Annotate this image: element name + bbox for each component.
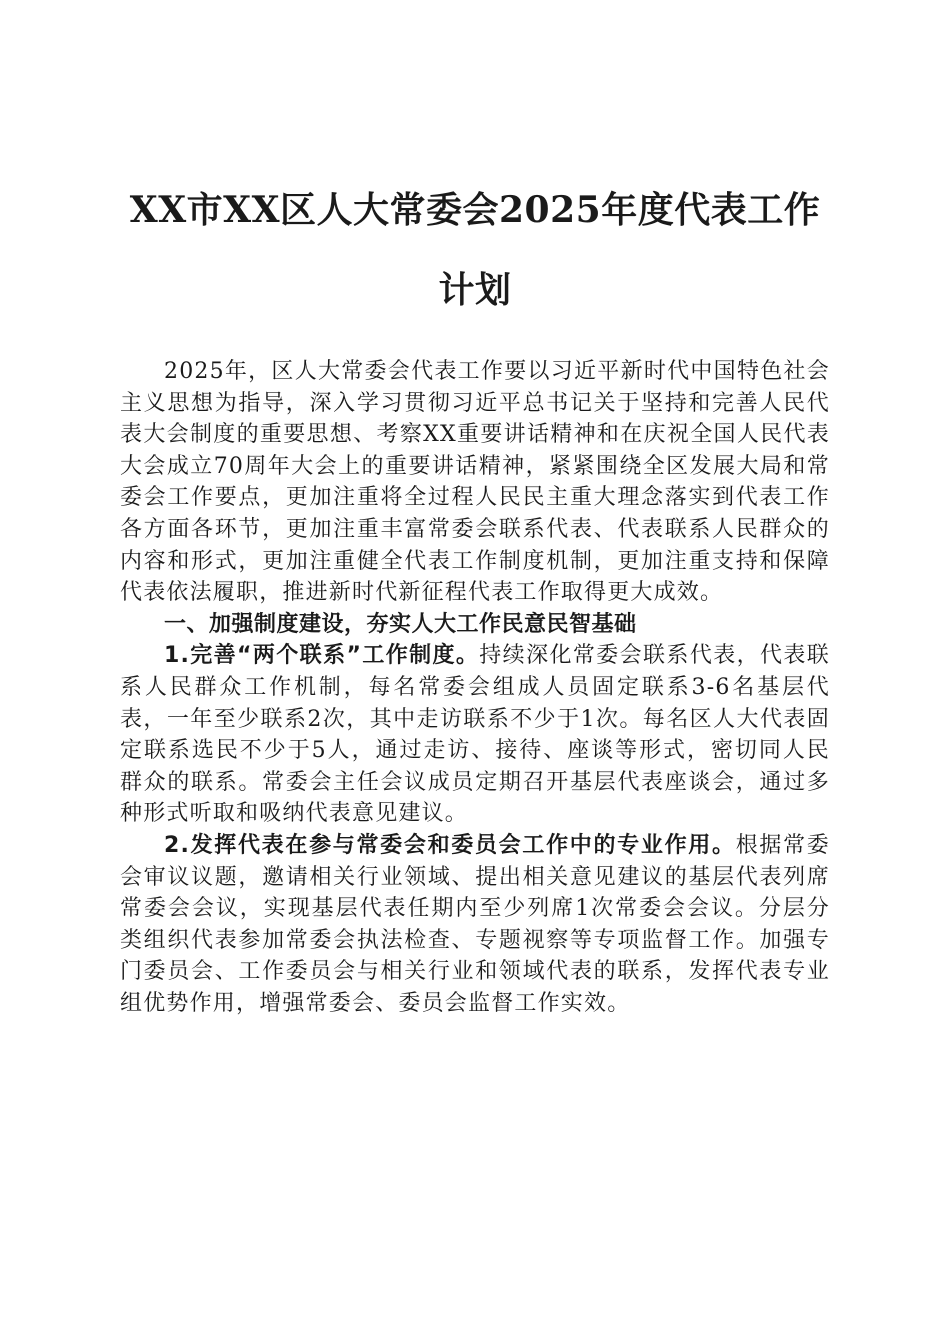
- item-body: 持续深化常委会联系代表，代表联系人民群众工作机制，每名常委会组成人员固定联系3-6名基层代表，一年至少联系2次，其中走访联系不少于1次。每名区人大代表固定联系选民不少于5人，通过走访、接待、座谈等形式，密切同人民群众的联系。常委会主任会议成员定期召开基层代表座谈会，通过多种形式听取和吸纳代表意见建议。: [120, 643, 830, 827]
- section-heading: 一、加强制度建设，夯实人大工作民意民智基础: [164, 611, 637, 637]
- item-heading: 1.完善“两个联系”工作制度。: [164, 643, 480, 669]
- item-body: 根据常委会审议议题，邀请相关行业领域、提出相关意见建议的基层代表列席常委会会议，实现基层代表任期内至少列席1次常委会会议。分层分类组织代表参加常委会执法检查、专题视察等专项监督工作。加强专门委员会、工作委员会与相关行业和领域代表的联系，发挥代表专业组优势作用，增强常委会、委员会监督工作实效。: [120, 832, 830, 1016]
- document-page: [120, 0, 830, 1344]
- list-item: [120, 640, 830, 830]
- document-title: XX市XX区人大常委会2025年度代表工作计划: [129, 189, 821, 311]
- list-item: [120, 830, 830, 1020]
- intro-paragraph: 2025年，区人大常委会代表工作要以习近平新时代中国特色社会主义思想为指导，深入学习贯彻习近平总书记关于坚持和完善人民代表大会制度的重要思想、考察XX重要讲话精神和在庆祝全国人民代表大会成立70周年大会上的重要讲话精神，紧紧围绕全区发展大局和常委会工作要点，更加注重将全过程人民民主重大理念落实到代表工作各方面各环节，更加注重丰富常委会联系代表、代表联系人民群众的内容和形式，更加注重健全代表工作制度机制，更加注重支持和保障代表依法履职，推进新时代新征程代表工作取得更大成效。: [120, 359, 830, 606]
- item-heading: 2.发挥代表在参与常委会和委员会工作中的专业作用。: [164, 832, 736, 858]
